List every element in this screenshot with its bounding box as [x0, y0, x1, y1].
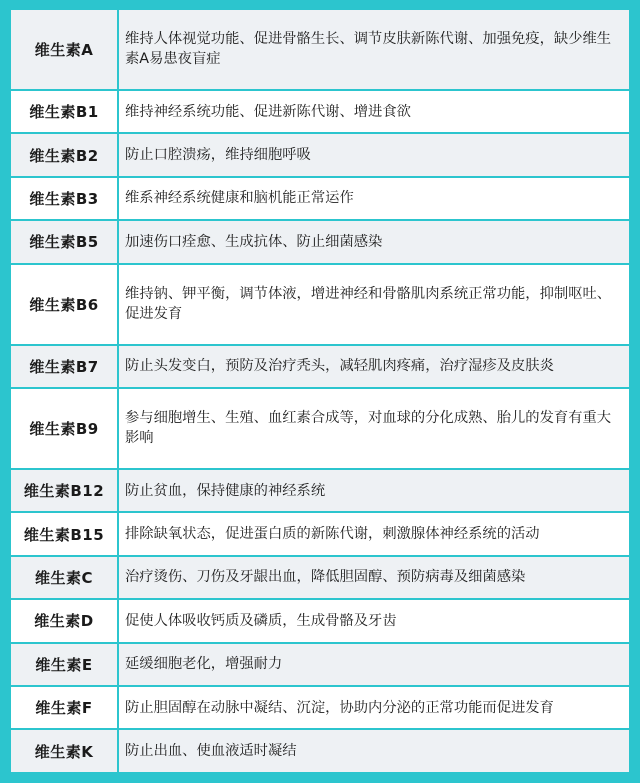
table-row: [11, 91, 629, 132]
vitamin-name: 维生素K: [11, 730, 117, 772]
vitamin-effect: 加速伤口痊愈、生成抗体、防止细菌感染: [119, 221, 629, 262]
vitamin-name: 维生素B1: [11, 91, 117, 132]
table-row: [11, 346, 629, 387]
vitamin-name: 维生素B2: [11, 134, 117, 175]
vitamin-name: 维生素D: [11, 600, 117, 641]
table-row: [11, 557, 629, 598]
vitamin-effect: 参与细胞增生、生殖、血红素合成等，对血球的分化成熟、胎儿的发育有重大影响: [119, 389, 629, 468]
vitamin-name: 维生素B7: [11, 346, 117, 387]
vitamin-effect: 促使人体吸收钙质及磷质，生成骨骼及牙齿: [119, 600, 629, 641]
vitamin-effect: 维系神经系统健康和脑机能正常运作: [119, 178, 629, 219]
vitamin-name: 维生素B5: [11, 221, 117, 262]
vitamin-name: 维生素B15: [11, 513, 117, 554]
vitamin-effect: 防止口腔溃疡，维持细胞呼吸: [119, 134, 629, 175]
vitamin-effect: 防止贫血，保持健康的神经系统: [119, 470, 629, 511]
table-row: [11, 470, 629, 511]
table-row: [11, 134, 629, 175]
table-row: [11, 10, 629, 89]
table-row: [11, 265, 629, 344]
vitamin-effect: 排除缺氧状态，促进蛋白质的新陈代谢，刺激腺体神经系统的活动: [119, 513, 629, 554]
vitamin-table: [9, 8, 631, 774]
vitamin-effect: 维持人体视觉功能、促进骨骼生长、调节皮肤新陈代谢、加强免疫，缺少维生素A易患夜盲症: [119, 10, 629, 89]
table-row: [11, 389, 629, 468]
table-row: [11, 178, 629, 219]
vitamin-name: 维生素C: [11, 557, 117, 598]
table-row: [11, 600, 629, 641]
vitamin-effect: 维持钠、钾平衡，调节体液，增进神经和骨骼肌肉系统正常功能，抑制呕吐、促进发育: [119, 265, 629, 344]
vitamin-name: 维生素B9: [11, 389, 117, 468]
vitamin-effect: 延缓细胞老化，增强耐力: [119, 644, 629, 685]
vitamin-effect: 防止出血、使血液适时凝结: [119, 730, 629, 772]
vitamin-name: 维生素E: [11, 644, 117, 685]
vitamin-name: 维生素B6: [11, 265, 117, 344]
vitamin-name: 维生素F: [11, 687, 117, 728]
vitamin-effect: 防止头发变白，预防及治疗秃头，减轻肌肉疼痛，治疗湿疹及皮肤炎: [119, 346, 629, 387]
vitamin-name: 维生素B3: [11, 178, 117, 219]
vitamin-name: 维生素A: [11, 10, 117, 89]
vitamin-effect: 维持神经系统功能、促进新陈代谢、增进食欲: [119, 91, 629, 132]
table-row: [11, 513, 629, 554]
vitamin-effect: 治疗烫伤、刀伤及牙龈出血，降低胆固醇、预防病毒及细菌感染: [119, 557, 629, 598]
table-row: [11, 221, 629, 262]
vitamin-name: 维生素B12: [11, 470, 117, 511]
vitamin-effect: 防止胆固醇在动脉中凝结、沉淀，协助内分泌的正常功能而促进发育: [119, 687, 629, 728]
table-row: [11, 687, 629, 728]
table-row: [11, 730, 629, 772]
table-row: [11, 644, 629, 685]
